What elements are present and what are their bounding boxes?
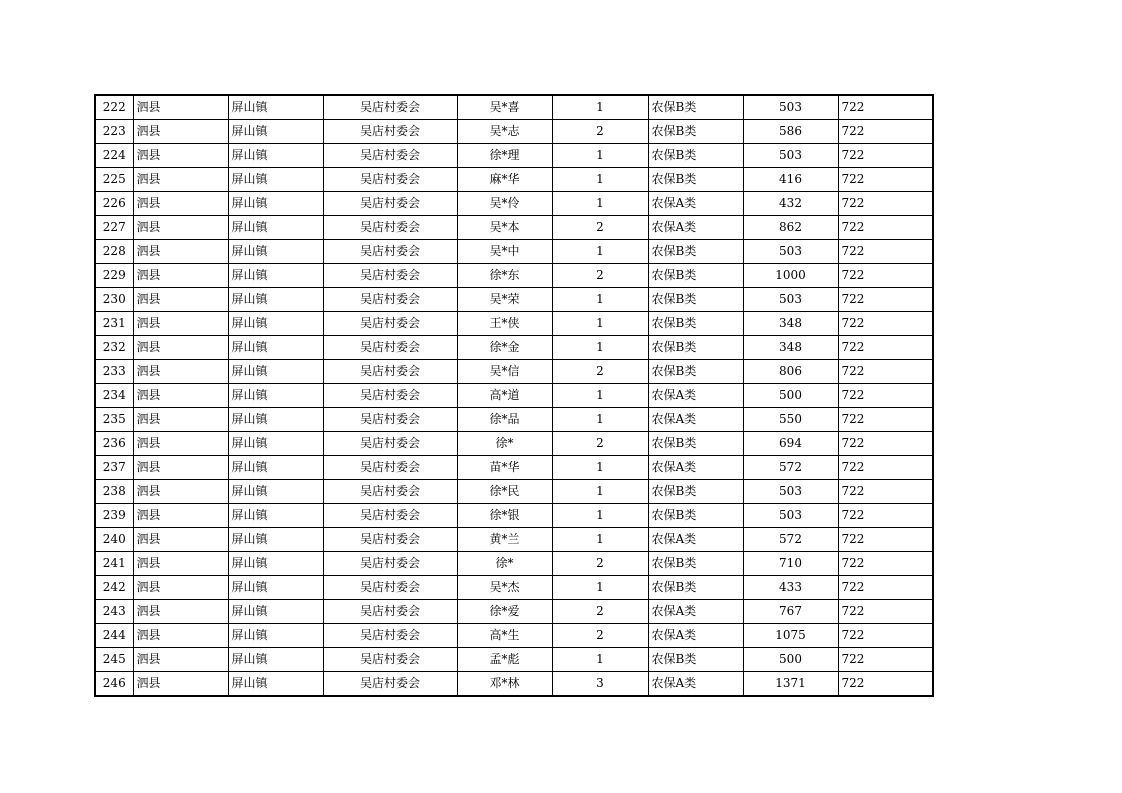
cell-town: 屏山镇 [228,288,323,312]
cell-county: 泗县 [133,528,228,552]
cell-name: 吴*信 [457,360,552,384]
cell-amount: 572 [743,528,838,552]
cell-county: 泗县 [133,384,228,408]
cell-village-committee: 吴店村委会 [323,312,457,336]
cell-village-committee: 吴店村委会 [323,504,457,528]
cell-row-number: 241 [95,552,133,576]
cell-county: 泗县 [133,95,228,120]
table-row [95,240,933,264]
cell-insurance-type: 农保B类 [648,648,743,672]
cell-county: 泗县 [133,312,228,336]
cell-household-size: 1 [552,144,648,168]
cell-household-size: 1 [552,576,648,600]
cell-row-number: 223 [95,120,133,144]
cell-insurance-type: 农保B类 [648,312,743,336]
cell-insurance-type: 农保B类 [648,144,743,168]
cell-town: 屏山镇 [228,240,323,264]
cell-county: 泗县 [133,672,228,697]
cell-insurance-type: 农保B类 [648,552,743,576]
cell-amount: 503 [743,240,838,264]
cell-standard: 722 [838,144,933,168]
cell-insurance-type: 农保B类 [648,504,743,528]
table-row [95,648,933,672]
cell-insurance-type: 农保B类 [648,576,743,600]
table-row [95,624,933,648]
cell-standard: 722 [838,168,933,192]
cell-county: 泗县 [133,264,228,288]
cell-amount: 416 [743,168,838,192]
cell-standard: 722 [838,192,933,216]
cell-row-number: 242 [95,576,133,600]
cell-insurance-type: 农保B类 [648,360,743,384]
cell-standard: 722 [838,288,933,312]
cell-name: 徐*品 [457,408,552,432]
table-row [95,312,933,336]
cell-county: 泗县 [133,168,228,192]
cell-town: 屏山镇 [228,360,323,384]
table-row [95,168,933,192]
cell-name: 吴*本 [457,216,552,240]
cell-name: 麻*华 [457,168,552,192]
cell-household-size: 1 [552,408,648,432]
cell-county: 泗县 [133,216,228,240]
cell-village-committee: 吴店村委会 [323,120,457,144]
cell-county: 泗县 [133,624,228,648]
cell-row-number: 230 [95,288,133,312]
cell-name: 邓*林 [457,672,552,697]
cell-row-number: 222 [95,95,133,120]
cell-row-number: 245 [95,648,133,672]
cell-standard: 722 [838,600,933,624]
cell-town: 屏山镇 [228,312,323,336]
cell-insurance-type: 农保A类 [648,456,743,480]
cell-town: 屏山镇 [228,480,323,504]
cell-standard: 722 [838,216,933,240]
cell-row-number: 225 [95,168,133,192]
cell-name: 高*道 [457,384,552,408]
table-row [95,360,933,384]
cell-standard: 722 [838,384,933,408]
cell-amount: 433 [743,576,838,600]
cell-amount: 1371 [743,672,838,697]
cell-village-committee: 吴店村委会 [323,216,457,240]
cell-row-number: 234 [95,384,133,408]
cell-row-number: 246 [95,672,133,697]
table-row [95,600,933,624]
cell-household-size: 2 [552,552,648,576]
cell-household-size: 1 [552,480,648,504]
cell-standard: 722 [838,648,933,672]
cell-amount: 432 [743,192,838,216]
cell-household-size: 3 [552,672,648,697]
cell-row-number: 235 [95,408,133,432]
cell-town: 屏山镇 [228,264,323,288]
cell-village-committee: 吴店村委会 [323,528,457,552]
cell-village-committee: 吴店村委会 [323,336,457,360]
cell-village-committee: 吴店村委会 [323,624,457,648]
cell-amount: 500 [743,384,838,408]
cell-town: 屏山镇 [228,95,323,120]
cell-standard: 722 [838,336,933,360]
cell-amount: 710 [743,552,838,576]
cell-name: 吴*中 [457,240,552,264]
cell-row-number: 236 [95,432,133,456]
cell-standard: 722 [838,528,933,552]
cell-village-committee: 吴店村委会 [323,264,457,288]
cell-insurance-type: 农保A类 [648,408,743,432]
cell-county: 泗县 [133,408,228,432]
cell-amount: 503 [743,480,838,504]
cell-household-size: 2 [552,600,648,624]
table-row [95,504,933,528]
table-row [95,192,933,216]
cell-standard: 722 [838,432,933,456]
cell-town: 屏山镇 [228,408,323,432]
cell-village-committee: 吴店村委会 [323,408,457,432]
cell-town: 屏山镇 [228,624,323,648]
cell-insurance-type: 农保A类 [648,216,743,240]
cell-insurance-type: 农保A类 [648,624,743,648]
cell-amount: 1000 [743,264,838,288]
cell-village-committee: 吴店村委会 [323,432,457,456]
table-row [95,120,933,144]
cell-name: 苗*华 [457,456,552,480]
cell-household-size: 1 [552,240,648,264]
cell-insurance-type: 农保B类 [648,240,743,264]
cell-town: 屏山镇 [228,456,323,480]
cell-amount: 694 [743,432,838,456]
table-row [95,528,933,552]
cell-household-size: 2 [552,360,648,384]
cell-row-number: 232 [95,336,133,360]
cell-county: 泗县 [133,144,228,168]
table-row [95,672,933,697]
cell-standard: 722 [838,120,933,144]
cell-name: 吴*伶 [457,192,552,216]
cell-standard: 722 [838,240,933,264]
cell-name: 徐*银 [457,504,552,528]
cell-row-number: 233 [95,360,133,384]
table-row [95,576,933,600]
cell-county: 泗县 [133,576,228,600]
data-table [94,94,934,697]
cell-town: 屏山镇 [228,120,323,144]
cell-town: 屏山镇 [228,192,323,216]
cell-household-size: 1 [552,648,648,672]
cell-household-size: 1 [552,528,648,552]
cell-name: 徐*爱 [457,600,552,624]
cell-standard: 722 [838,408,933,432]
cell-county: 泗县 [133,336,228,360]
cell-name: 徐*民 [457,480,552,504]
cell-county: 泗县 [133,360,228,384]
table-row [95,408,933,432]
cell-county: 泗县 [133,432,228,456]
cell-insurance-type: 农保B类 [648,120,743,144]
cell-town: 屏山镇 [228,672,323,697]
cell-village-committee: 吴店村委会 [323,95,457,120]
cell-village-committee: 吴店村委会 [323,240,457,264]
cell-insurance-type: 农保A类 [648,384,743,408]
cell-household-size: 1 [552,384,648,408]
cell-household-size: 1 [552,288,648,312]
cell-village-committee: 吴店村委会 [323,552,457,576]
table-row [95,480,933,504]
cell-town: 屏山镇 [228,144,323,168]
cell-county: 泗县 [133,648,228,672]
cell-amount: 503 [743,504,838,528]
table-row [95,384,933,408]
cell-village-committee: 吴店村委会 [323,456,457,480]
table-body [95,95,933,696]
cell-town: 屏山镇 [228,216,323,240]
cell-insurance-type: 农保B类 [648,264,743,288]
cell-insurance-type: 农保A类 [648,528,743,552]
cell-standard: 722 [838,576,933,600]
table-row [95,432,933,456]
table-row [95,456,933,480]
cell-amount: 503 [743,288,838,312]
cell-insurance-type: 农保A类 [648,192,743,216]
cell-row-number: 227 [95,216,133,240]
cell-name: 吴*杰 [457,576,552,600]
cell-town: 屏山镇 [228,336,323,360]
cell-insurance-type: 农保A类 [648,672,743,697]
cell-town: 屏山镇 [228,504,323,528]
cell-county: 泗县 [133,504,228,528]
cell-row-number: 228 [95,240,133,264]
cell-county: 泗县 [133,600,228,624]
cell-insurance-type: 农保B类 [648,168,743,192]
cell-amount: 862 [743,216,838,240]
cell-amount: 767 [743,600,838,624]
table-row [95,95,933,120]
cell-amount: 550 [743,408,838,432]
cell-village-committee: 吴店村委会 [323,192,457,216]
cell-standard: 722 [838,672,933,697]
cell-standard: 722 [838,312,933,336]
cell-name: 徐* [457,552,552,576]
cell-county: 泗县 [133,288,228,312]
cell-town: 屏山镇 [228,576,323,600]
cell-town: 屏山镇 [228,168,323,192]
cell-household-size: 2 [552,216,648,240]
cell-row-number: 229 [95,264,133,288]
cell-village-committee: 吴店村委会 [323,576,457,600]
cell-insurance-type: 农保B类 [648,480,743,504]
cell-insurance-type: 农保B类 [648,336,743,360]
cell-town: 屏山镇 [228,384,323,408]
cell-town: 屏山镇 [228,600,323,624]
cell-village-committee: 吴店村委会 [323,384,457,408]
cell-village-committee: 吴店村委会 [323,672,457,697]
cell-town: 屏山镇 [228,648,323,672]
cell-county: 泗县 [133,120,228,144]
cell-village-committee: 吴店村委会 [323,480,457,504]
cell-household-size: 2 [552,624,648,648]
cell-household-size: 1 [552,504,648,528]
cell-insurance-type: 农保B类 [648,432,743,456]
cell-name: 吴*志 [457,120,552,144]
table-row [95,216,933,240]
cell-village-committee: 吴店村委会 [323,648,457,672]
cell-amount: 1075 [743,624,838,648]
cell-household-size: 1 [552,168,648,192]
cell-name: 黄*兰 [457,528,552,552]
cell-amount: 572 [743,456,838,480]
cell-amount: 503 [743,144,838,168]
cell-amount: 348 [743,336,838,360]
cell-amount: 806 [743,360,838,384]
cell-row-number: 243 [95,600,133,624]
cell-village-committee: 吴店村委会 [323,168,457,192]
cell-household-size: 1 [552,312,648,336]
cell-name: 王*侠 [457,312,552,336]
cell-household-size: 2 [552,432,648,456]
cell-insurance-type: 农保B类 [648,288,743,312]
cell-name: 孟*彪 [457,648,552,672]
cell-standard: 722 [838,95,933,120]
cell-household-size: 1 [552,456,648,480]
cell-household-size: 1 [552,336,648,360]
cell-standard: 722 [838,504,933,528]
table-row [95,336,933,360]
cell-town: 屏山镇 [228,528,323,552]
cell-name: 高*生 [457,624,552,648]
cell-row-number: 240 [95,528,133,552]
cell-county: 泗县 [133,552,228,576]
cell-amount: 500 [743,648,838,672]
cell-household-size: 1 [552,192,648,216]
cell-village-committee: 吴店村委会 [323,600,457,624]
cell-amount: 586 [743,120,838,144]
cell-village-committee: 吴店村委会 [323,288,457,312]
table-row [95,288,933,312]
cell-name: 徐* [457,432,552,456]
cell-amount: 503 [743,95,838,120]
cell-name: 徐*东 [457,264,552,288]
cell-town: 屏山镇 [228,552,323,576]
cell-household-size: 2 [552,264,648,288]
cell-insurance-type: 农保B类 [648,95,743,120]
cell-insurance-type: 农保A类 [648,600,743,624]
cell-village-committee: 吴店村委会 [323,360,457,384]
cell-row-number: 239 [95,504,133,528]
cell-row-number: 244 [95,624,133,648]
cell-standard: 722 [838,624,933,648]
table-row [95,552,933,576]
cell-county: 泗县 [133,240,228,264]
cell-name: 吴*荣 [457,288,552,312]
cell-standard: 722 [838,480,933,504]
cell-name: 吴*喜 [457,95,552,120]
cell-standard: 722 [838,264,933,288]
cell-standard: 722 [838,552,933,576]
cell-name: 徐*金 [457,336,552,360]
cell-household-size: 2 [552,120,648,144]
table-row [95,264,933,288]
cell-county: 泗县 [133,456,228,480]
cell-row-number: 226 [95,192,133,216]
cell-name: 徐*理 [457,144,552,168]
cell-standard: 722 [838,456,933,480]
cell-row-number: 237 [95,456,133,480]
cell-amount: 348 [743,312,838,336]
cell-row-number: 224 [95,144,133,168]
cell-row-number: 238 [95,480,133,504]
cell-county: 泗县 [133,192,228,216]
cell-county: 泗县 [133,480,228,504]
cell-village-committee: 吴店村委会 [323,144,457,168]
cell-standard: 722 [838,360,933,384]
cell-town: 屏山镇 [228,432,323,456]
table-row [95,144,933,168]
cell-household-size: 1 [552,95,648,120]
cell-row-number: 231 [95,312,133,336]
